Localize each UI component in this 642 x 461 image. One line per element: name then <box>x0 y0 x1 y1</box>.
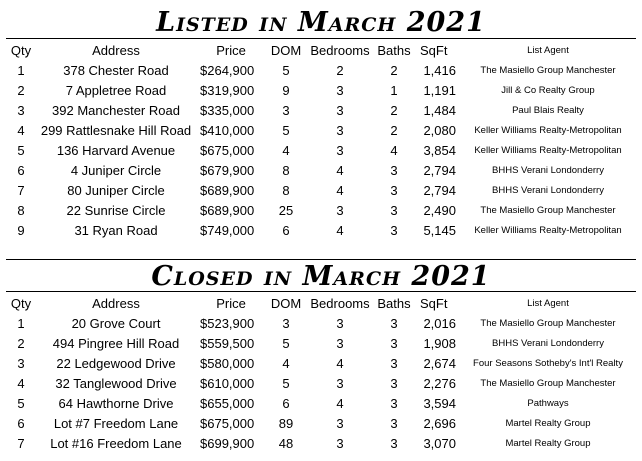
sqft-cell: 1,908 <box>423 336 456 351</box>
closed-title: Closed in March 2021 <box>151 261 491 292</box>
price-cell: $410,000 <box>200 123 255 138</box>
address-cell: 494 Pingree Hill Road <box>52 336 180 351</box>
table-row <box>6 221 636 241</box>
sqft-cell: 1,416 <box>423 63 456 78</box>
qty-header: Qty <box>10 43 32 58</box>
list-agent-cell: Keller Williams Realty-Metropolitan <box>474 145 622 156</box>
baths-cell: 3 <box>390 163 398 178</box>
price-cell: $523,900 <box>200 316 255 331</box>
baths-cell: 3 <box>390 203 398 218</box>
table-row <box>6 161 636 181</box>
qty-cell: 2 <box>17 83 25 98</box>
bedrooms-cell: 4 <box>336 163 344 178</box>
price-cell: $675,000 <box>200 416 255 431</box>
price-cell: $559,500 <box>200 336 255 351</box>
address-cell: 136 Harvard Avenue <box>56 143 176 158</box>
qty-header: Qty <box>10 296 32 311</box>
closed-title-rule <box>6 291 636 292</box>
sqft-header: SqFt <box>420 296 448 311</box>
qty-cell: 4 <box>17 123 25 138</box>
list-agent-cell: Keller Williams Realty-Metropolitan <box>474 225 622 236</box>
price-header: Price <box>216 43 246 58</box>
dom-cell: 4 <box>282 356 290 371</box>
baths-cell: 3 <box>390 396 398 411</box>
bedrooms-cell: 2 <box>336 63 344 78</box>
dom-cell: 4 <box>282 143 290 158</box>
table-row <box>6 141 636 161</box>
baths-cell: 3 <box>390 416 398 431</box>
table-row <box>6 101 636 121</box>
dom-cell: 5 <box>282 336 290 351</box>
bedrooms-cell: 3 <box>336 203 344 218</box>
qty-cell: 3 <box>17 356 25 371</box>
table-row <box>6 314 636 334</box>
address-header: Address <box>92 43 140 58</box>
list-agent-cell: BHHS Verani Londonderry <box>492 338 604 349</box>
list-agent-cell: The Masiello Group Manchester <box>480 205 616 216</box>
sqft-cell: 2,080 <box>423 123 456 138</box>
dom-cell: 6 <box>282 223 290 238</box>
price-cell: $580,000 <box>200 356 255 371</box>
baths-cell: 3 <box>390 436 398 451</box>
dom-cell: 5 <box>282 123 290 138</box>
bedrooms-cell: 4 <box>336 183 344 198</box>
qty-cell: 8 <box>17 203 25 218</box>
table-row <box>6 334 636 354</box>
list-agent-cell: BHHS Verani Londonderry <box>492 165 604 176</box>
address-cell: 378 Chester Road <box>63 63 169 78</box>
sqft-header: SqFt <box>420 43 448 58</box>
price-cell: $689,900 <box>200 203 255 218</box>
qty-cell: 4 <box>17 376 25 391</box>
baths-header: Baths <box>377 296 411 311</box>
dom-cell: 6 <box>282 396 290 411</box>
bedrooms-cell: 3 <box>336 143 344 158</box>
baths-cell: 3 <box>390 376 398 391</box>
price-cell: $699,900 <box>200 436 255 451</box>
list-agent-cell: The Masiello Group Manchester <box>480 318 616 329</box>
qty-cell: 9 <box>17 223 25 238</box>
list-agent-cell: Four Seasons Sotheby's Int'l Realty <box>473 358 623 369</box>
list-agent-header: List Agent <box>527 45 569 56</box>
sqft-cell: 3,070 <box>423 436 456 451</box>
listed-title-rule <box>6 38 636 39</box>
address-cell: 20 Grove Court <box>71 316 161 331</box>
price-cell: $675,000 <box>200 143 255 158</box>
table-row <box>6 61 636 81</box>
address-cell: 22 Ledgewood Drive <box>56 356 176 371</box>
address-cell: 299 Rattlesnake Hill Road <box>40 123 192 138</box>
qty-cell: 1 <box>17 63 25 78</box>
list-agent-cell: Martel Realty Group <box>505 438 591 449</box>
table-row <box>6 414 636 434</box>
address-cell: 32 Tanglewood Drive <box>55 376 177 391</box>
bedrooms-cell: 3 <box>336 336 344 351</box>
sqft-cell: 2,696 <box>423 416 456 431</box>
address-header: Address <box>92 296 140 311</box>
table-row <box>6 121 636 141</box>
sqft-cell: 2,674 <box>423 356 456 371</box>
list-agent-cell: BHHS Verani Londonderry <box>492 185 604 196</box>
price-cell: $335,000 <box>200 103 255 118</box>
bedrooms-cell: 3 <box>336 123 344 138</box>
dom-cell: 3 <box>282 316 290 331</box>
bedrooms-cell: 4 <box>336 223 344 238</box>
price-cell: $689,900 <box>200 183 255 198</box>
baths-header: Baths <box>377 43 411 58</box>
price-cell: $264,900 <box>200 63 255 78</box>
baths-cell: 2 <box>390 103 398 118</box>
list-agent-cell: Jill & Co Realty Group <box>501 85 595 96</box>
table-row <box>6 181 636 201</box>
baths-cell: 3 <box>390 223 398 238</box>
table-row <box>6 201 636 221</box>
qty-cell: 7 <box>17 436 25 451</box>
dom-cell: 89 <box>278 416 294 431</box>
qty-cell: 5 <box>17 143 25 158</box>
bedrooms-cell: 4 <box>336 396 344 411</box>
bedrooms-cell: 3 <box>336 103 344 118</box>
address-cell: 4 Juniper Circle <box>70 163 162 178</box>
list-agent-cell: Keller Williams Realty-Metropolitan <box>474 125 622 136</box>
price-cell: $655,000 <box>200 396 255 411</box>
address-cell: 7 Appletree Road <box>65 83 167 98</box>
listed-title: Listed in March 2021 <box>156 7 486 38</box>
listed-table <box>6 41 636 241</box>
qty-cell: 6 <box>17 163 25 178</box>
list-agent-cell: Martel Realty Group <box>505 418 591 429</box>
address-cell: 31 Ryan Road <box>74 223 158 238</box>
sqft-cell: 2,490 <box>423 203 456 218</box>
address-cell: 80 Juniper Circle <box>67 183 165 198</box>
price-cell: $679,900 <box>200 163 255 178</box>
qty-cell: 5 <box>17 396 25 411</box>
dom-cell: 25 <box>278 203 294 218</box>
baths-cell: 2 <box>390 123 398 138</box>
bedrooms-cell: 3 <box>336 436 344 451</box>
listed-header-row <box>6 41 636 61</box>
closed-header-row <box>6 294 636 314</box>
qty-cell: 3 <box>17 103 25 118</box>
qty-cell: 2 <box>17 336 25 351</box>
sqft-cell: 5,145 <box>423 223 456 238</box>
table-row <box>6 394 636 414</box>
dom-header: DOM <box>270 296 302 311</box>
dom-cell: 48 <box>278 436 294 451</box>
sqft-cell: 1,484 <box>423 103 456 118</box>
sqft-cell: 3,854 <box>423 143 456 158</box>
bedrooms-cell: 3 <box>336 83 344 98</box>
sqft-cell: 2,016 <box>423 316 456 331</box>
table-row <box>6 81 636 101</box>
dom-cell: 8 <box>282 163 290 178</box>
address-cell: Lot #7 Freedom Lane <box>53 416 179 431</box>
sqft-cell: 1,191 <box>423 83 456 98</box>
bedrooms-header: Bedrooms <box>310 296 370 311</box>
bedrooms-header: Bedrooms <box>310 43 370 58</box>
table-row <box>6 374 636 394</box>
list-agent-cell: Pathways <box>527 398 569 409</box>
dom-cell: 5 <box>282 376 290 391</box>
baths-cell: 1 <box>390 83 398 98</box>
sqft-cell: 2,276 <box>423 376 456 391</box>
qty-cell: 1 <box>17 316 25 331</box>
bedrooms-cell: 3 <box>336 376 344 391</box>
dom-cell: 8 <box>282 183 290 198</box>
address-cell: Lot #16 Freedom Lane <box>50 436 182 451</box>
baths-cell: 4 <box>390 143 398 158</box>
baths-cell: 3 <box>390 336 398 351</box>
dom-cell: 9 <box>282 83 290 98</box>
bedrooms-cell: 3 <box>336 316 344 331</box>
price-cell: $610,000 <box>200 376 255 391</box>
table-row <box>6 434 636 454</box>
sqft-cell: 3,594 <box>423 396 456 411</box>
sqft-cell: 2,794 <box>423 163 456 178</box>
list-agent-cell: The Masiello Group Manchester <box>480 65 616 76</box>
baths-cell: 3 <box>390 356 398 371</box>
table-row <box>6 354 636 374</box>
list-agent-cell: Paul Blais Realty <box>512 105 584 116</box>
price-cell: $319,900 <box>200 83 255 98</box>
dom-header: DOM <box>270 43 302 58</box>
qty-cell: 7 <box>17 183 25 198</box>
dom-cell: 3 <box>282 103 290 118</box>
address-cell: 22 Sunrise Circle <box>66 203 166 218</box>
baths-cell: 3 <box>390 316 398 331</box>
price-header: Price <box>216 296 246 311</box>
bedrooms-cell: 4 <box>336 356 344 371</box>
list-agent-cell: The Masiello Group Manchester <box>480 378 616 389</box>
dom-cell: 5 <box>282 63 290 78</box>
address-cell: 392 Manchester Road <box>52 103 180 118</box>
bedrooms-cell: 3 <box>336 416 344 431</box>
list-agent-header: List Agent <box>527 298 569 309</box>
address-cell: 64 Hawthorne Drive <box>58 396 174 411</box>
closed-table <box>6 294 636 454</box>
sqft-cell: 2,794 <box>423 183 456 198</box>
baths-cell: 2 <box>390 63 398 78</box>
price-cell: $749,000 <box>200 223 255 238</box>
qty-cell: 6 <box>17 416 25 431</box>
baths-cell: 3 <box>390 183 398 198</box>
